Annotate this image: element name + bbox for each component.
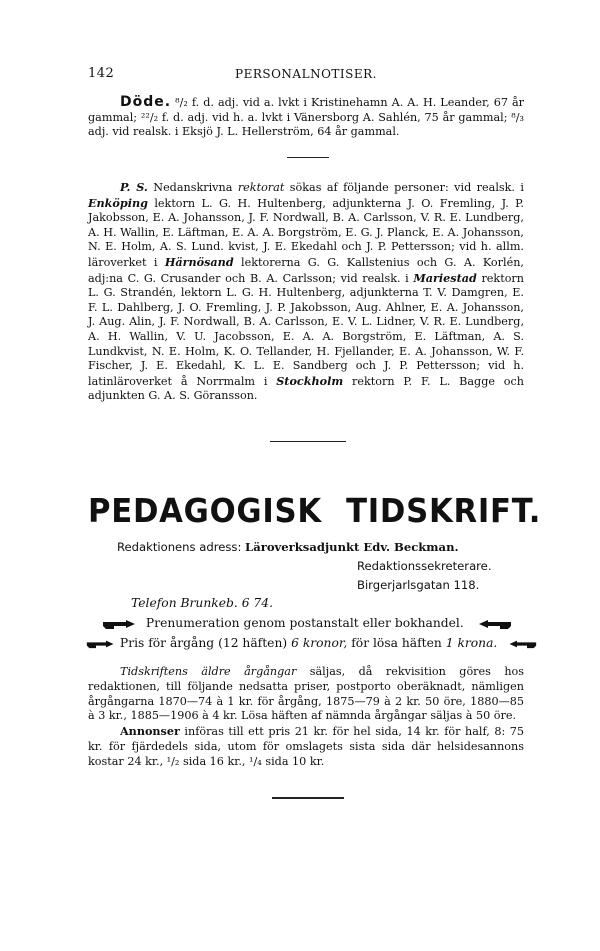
price-text-c: för lösa häften: [347, 636, 446, 650]
price-yearly: 6 kronor,: [291, 636, 348, 650]
pointing-hand-left-icon-2: [507, 638, 537, 650]
price-single: 1 krona.: [445, 636, 498, 650]
advertising-paragraph: [88, 724, 524, 769]
subscription-line: [102, 616, 532, 630]
ps-part1: lektorn L. G. H. Hultenberg, adjunkterna J. O. Fremling, J. P. Jakobsson, E. A. Johansson, J. F. Nordwall, B. A. Carlsson, V. R. E. Lundberg, A. H. Wallin, E. Läftman, E. A. A. Borgström, E. G. J. Planck, E. A. Johansson, N. E. Holm, A. S. Lund. kvist, J. E. Ekedahl och J. P. Pettersson; vid h. allm. läroverket i: [88, 196, 524, 269]
ps-part2: lektorerna G. G. Kallstenius och G. A. Korlén, adj:na C. G. Crusander och B. A. Carlsson; vid realsk. i: [88, 255, 524, 285]
editorial-street: Birgerjarlsgatan 118.: [357, 578, 480, 592]
ps-rektorat: rektorat: [237, 181, 285, 194]
price-text-a: Pris för årgång (12 häften): [119, 636, 292, 650]
editorial-secretary: Redaktionssekreterare.: [357, 559, 492, 573]
ps-part4: rektorn P. F. L. Bagge och adjunkten G. A. S. Göransson.: [88, 374, 524, 403]
older-volumes-text: säljas, då rekvisition göres hos redaktionen, till följande nedsatta priser, postporto oberäknadt, nämligen årgångarna 1870—74 à 1 kr. för årgång, 1875—79 à 2 kr. 50 öre, 1880—85 à 3 kr., 1885—1906 à 4 kr. Lösa häften af nämnda årgångar säljas à 50 öre.: [88, 665, 524, 723]
page-header: [88, 66, 524, 82]
section-divider: [270, 441, 346, 442]
town-enkoping: Enköping: [88, 195, 148, 210]
ps-paragraph: [88, 180, 524, 404]
advertising-text: införas till ett pris 21 kr. för hel sida, 14 kr. för half, 8: 75 kr. för fjärdedels sida, utom för omslagets sista sida där helsidesannons kostar 24 kr., ¹/₂ sida 16 kr., ¹/₄ sida 10 kr.: [88, 725, 524, 768]
short-divider: [287, 157, 329, 158]
pointing-hand-right-icon-2: [86, 638, 116, 650]
address-label: Redaktionens adress:: [117, 540, 246, 554]
dode-text: ⁸/₂ f. d. adj. vid a. lvkt i Kristinehamn A. A. H. Leander, 67 år gammal; ²²/₂ f. d. adj. vid h. a. lvkt i Vänersborg A. Sahlén, 75 år gammal; ⁸/₃ adj. vid realsk. i Eksjö J. L. Hellerström, 64 år gammal.: [88, 96, 524, 139]
town-mariestad: Mariestad: [413, 270, 477, 285]
address-name: Läroverksadjunkt Edv. Beckman.: [245, 540, 459, 554]
death-notices: [88, 95, 524, 140]
editorial-address: [117, 540, 459, 554]
journal-title: [88, 491, 542, 530]
ps-intro-b: sökas af följande personer: vid realsk. i: [284, 181, 525, 194]
pointing-hand-right-icon: [102, 618, 138, 630]
telefon: Telefon Brunkeb. 6 74.: [131, 596, 273, 610]
advertising-lead: Annonser: [120, 724, 180, 738]
pointing-hand-left-icon: [476, 618, 512, 630]
title-word-pedagogisk: PEDAGOGISK: [88, 491, 322, 530]
older-volumes-lead: Tidskriftens äldre årgångar: [120, 665, 297, 678]
town-harnosand: Härnösand: [164, 254, 234, 269]
ps-intro-a: Nedanskrivna: [147, 181, 238, 194]
end-divider: [272, 797, 344, 799]
subscription-text: Prenumeration genom postanstalt eller bokhandel.: [145, 616, 464, 630]
older-volumes-paragraph: [88, 665, 524, 724]
town-stockholm: Stockholm: [276, 373, 344, 388]
running-title: PERSONALNOTISER.: [235, 67, 377, 81]
ps-lead: P. S.: [120, 180, 148, 194]
page-number: 142: [88, 66, 115, 81]
price-line: [86, 636, 536, 650]
ps-part3: rektorn L. G. Strandén, lektorn L. G. H. Hultenberg, adjunkterna T. V. Damgren, E. F. L. Dahlberg, J. O. Fremling, J. P. Jakobsson, Aug. Ahlner, E. A. Johansson, J. Aug. Alin, J. F. Nordwall, B. A. Carlsson, E. V. L. Lidner, V. R. E. Lundberg, A. H. Wallin, V. U. Jacobsson, E. A. A. Borgström, E. Läftman, A. S. Lundkvist, N. E. Holm, K. O. Tellander, H. Fjellander, E. A. Johansson, W. F. Fischer, J. E. Ekedahl, K. L. E. Sandberg och J. P. Pettersson; vid h. latinläroverket å Norrmalm i: [88, 271, 524, 388]
dode-heading: Döde.: [120, 94, 172, 110]
title-word-tidskrift: TIDSKRIFT.: [346, 491, 542, 530]
